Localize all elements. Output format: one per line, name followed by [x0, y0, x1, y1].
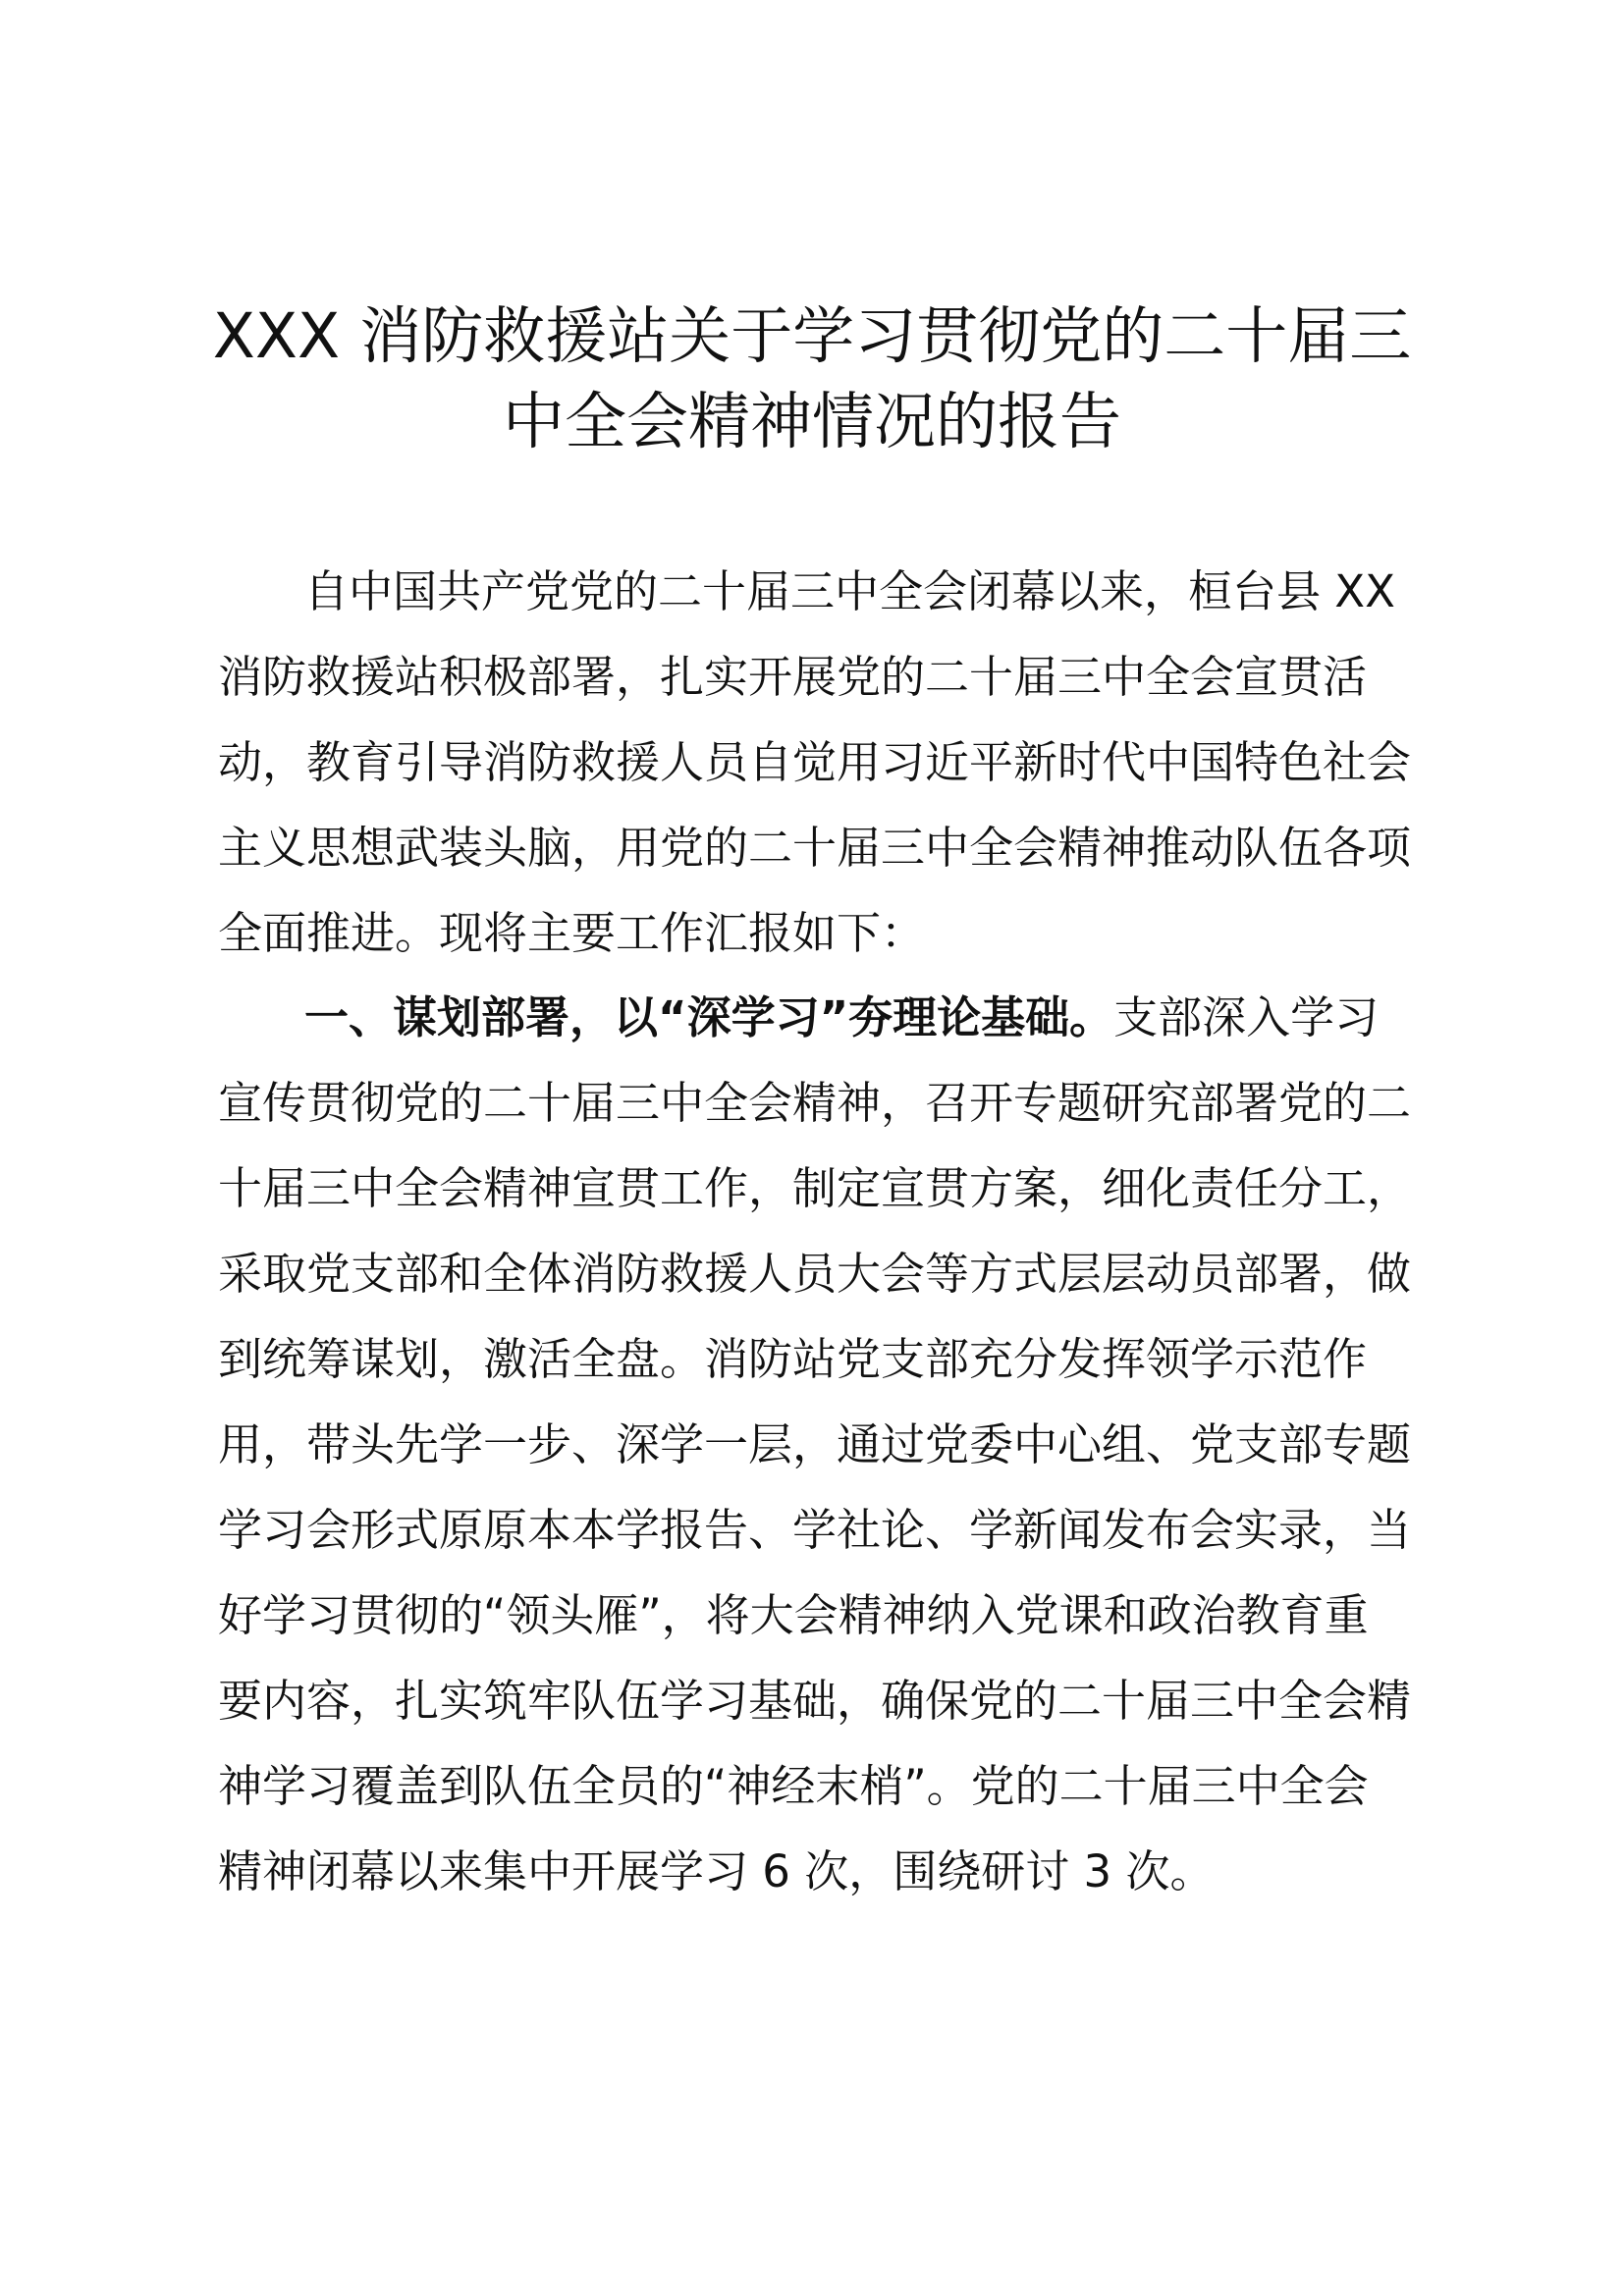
section-1-line-4: 采取党支部和全体消防救援人员大会等方式层层动员部署，做	[218, 1248, 1412, 1300]
section-1-line-11: 精神闭幕以来集中开展学习 6 次，围绕研讨 3 次。	[218, 1845, 1215, 1897]
section-1-line-6: 用，带头先学一步、深学一层，通过党委中心组、党支部专题	[218, 1418, 1412, 1470]
section-1-line-3: 十届三中全会精神宣贯工作，制定宣贯方案，细化责任分工，	[218, 1162, 1412, 1214]
intro-line-5: 全面推进。现将主要工作汇报如下：	[218, 907, 926, 959]
section-1-first-line	[304, 988, 1379, 1047]
section-1-heading: 一、谋划部署，以“深学习”夯理论基础。	[304, 991, 1114, 1043]
section-1-line-5: 到统筹谋划，激活全盘。消防站党支部充分发挥领学示范作	[218, 1333, 1368, 1385]
section-1-first-line-rest: 支部深入学习	[1113, 991, 1380, 1043]
section-1-line-2: 宣传贯彻党的二十届三中全会精神，召开专题研究部署党的二	[218, 1077, 1412, 1129]
section-1-line-7: 学习会形式原原本本学报告、学社论、学新闻发布会实录，当	[218, 1504, 1412, 1556]
section-1-line-9: 要内容，扎实筑牢队伍学习基础，确保党的二十届三中全会精	[218, 1675, 1412, 1727]
intro-line-2: 消防救援站积极部署，扎实开展党的二十届三中全会宣贯活	[218, 651, 1368, 703]
section-1-line-8: 好学习贯彻的“领头雁”，将大会精神纳入党课和政治教育重	[218, 1589, 1369, 1641]
intro-line-4: 主义思想武装头脑，用党的二十届三中全会精神推动队伍各项	[218, 822, 1412, 874]
intro-line-1: 自中国共产党党的二十届三中全会闭幕以来，桓台县 XX	[304, 565, 1395, 617]
document-title-line-2: 中全会精神情况的报告	[503, 386, 1121, 457]
document-title-line-1: XXX 消防救援站关于学习贯彻党的二十届三	[212, 300, 1412, 372]
section-1-line-10: 神学习覆盖到队伍全员的“神经末梢”。党的二十届三中全会	[218, 1760, 1369, 1812]
intro-line-3: 动，教育引导消防救援人员自觉用习近平新时代中国特色社会	[218, 736, 1412, 788]
